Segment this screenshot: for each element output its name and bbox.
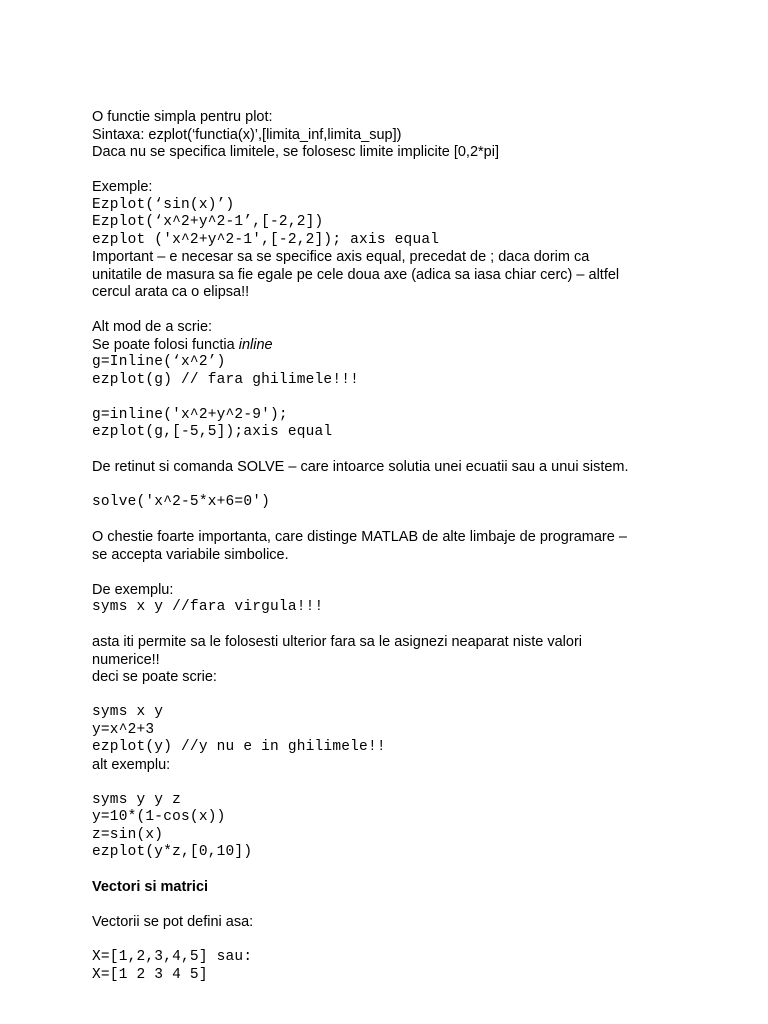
intro-title: O functie simpla pentru plot: bbox=[92, 109, 273, 125]
code-line: g=inline('x^2+y^2-9'); bbox=[92, 406, 288, 423]
inline-line bbox=[92, 337, 712, 355]
inline-prefix: Se poate folosi functia bbox=[92, 336, 239, 353]
spacer bbox=[92, 512, 712, 530]
symbolic-text: se accepta variabile simbolice. bbox=[92, 546, 289, 563]
code-line: g=Inline(‘x^2’) bbox=[92, 354, 226, 370]
code-line: X=[1 2 3 4 5] bbox=[92, 966, 208, 983]
spacer bbox=[92, 897, 712, 915]
alt-heading: Alt mod de a scrie: bbox=[92, 319, 213, 335]
spacer bbox=[92, 862, 712, 880]
solve-text: De retinut si comanda SOLVE – care intoarce solutia unei ecuatii sau a unui sistem. bbox=[92, 459, 629, 475]
spacer bbox=[92, 564, 712, 582]
code-line: ezplot(y) //y nu e in ghilimele!! bbox=[92, 739, 386, 755]
code-line: ezplot(g) // fara ghilimele!!! bbox=[92, 371, 360, 388]
inline-word: inline bbox=[238, 336, 273, 353]
spacer bbox=[92, 774, 712, 792]
spacer bbox=[92, 617, 712, 635]
code-line: z=sin(x) bbox=[92, 826, 164, 843]
code-line: syms x y bbox=[92, 704, 164, 720]
section-heading: Vectori si matrici bbox=[92, 879, 209, 895]
note-line: cercul arata ca o elipsa!! bbox=[92, 284, 250, 300]
spacer bbox=[92, 687, 712, 705]
spacer bbox=[92, 442, 712, 460]
document-page bbox=[92, 109, 712, 984]
code-line: X=[1,2,3,4,5] sau: bbox=[92, 949, 253, 965]
spacer bbox=[92, 932, 712, 950]
vectors-text: Vectorii se pot defini asa: bbox=[92, 914, 254, 930]
code-line: solve('x^2-5*x+6=0') bbox=[92, 494, 271, 510]
code-line: syms x y //fara virgula!!! bbox=[92, 599, 324, 615]
examples-heading: Exemple: bbox=[92, 179, 153, 195]
note-line: unitatile de masura sa fie egale pe cele doua axe (adica sa iasa chiar cerc) – altfel bbox=[92, 266, 620, 283]
spacer bbox=[92, 389, 712, 407]
example-heading: De exemplu: bbox=[92, 581, 174, 598]
code-line: y=x^2+3 bbox=[92, 721, 155, 738]
intro-syntax: Sintaxa: ezplot(‘functia(x)’,[limita_inf,limita_sup]) bbox=[92, 126, 402, 143]
symbolic-text: numerice!! bbox=[92, 651, 160, 668]
symbolic-text: asta iti permite sa le folosesti ulterior fara sa le asignezi neaparat niste valori bbox=[92, 634, 583, 650]
spacer bbox=[92, 302, 712, 320]
spacer bbox=[92, 162, 712, 180]
code-line: Ezplot(‘sin(x)’) bbox=[92, 196, 235, 213]
code-line: y=10*(1-cos(x)) bbox=[92, 809, 226, 825]
symbolic-text: O chestie foarte importanta, care distinge MATLAB de alte limbaje de programare – bbox=[92, 529, 627, 545]
code-line: Ezplot(‘x^2+y^2-1’,[-2,2]) bbox=[92, 214, 324, 230]
note-line: Important – e necesar sa se specifice axis equal, precedat de ; daca dorim ca bbox=[92, 249, 590, 265]
symbolic-text: deci se poate scrie: bbox=[92, 669, 217, 685]
symbolic-text: alt exemplu: bbox=[92, 756, 171, 773]
intro-limits: Daca nu se specifica limitele, se folosesc limite implicite [0,2*pi] bbox=[92, 144, 499, 160]
spacer bbox=[92, 477, 712, 495]
code-line: ezplot(g,[-5,5]);axis equal bbox=[92, 424, 333, 440]
code-line: ezplot ('x^2+y^2-1',[-2,2]); axis equal bbox=[92, 231, 440, 248]
code-line: ezplot(y*z,[0,10]) bbox=[92, 844, 253, 860]
code-line: syms y y z bbox=[92, 791, 182, 808]
